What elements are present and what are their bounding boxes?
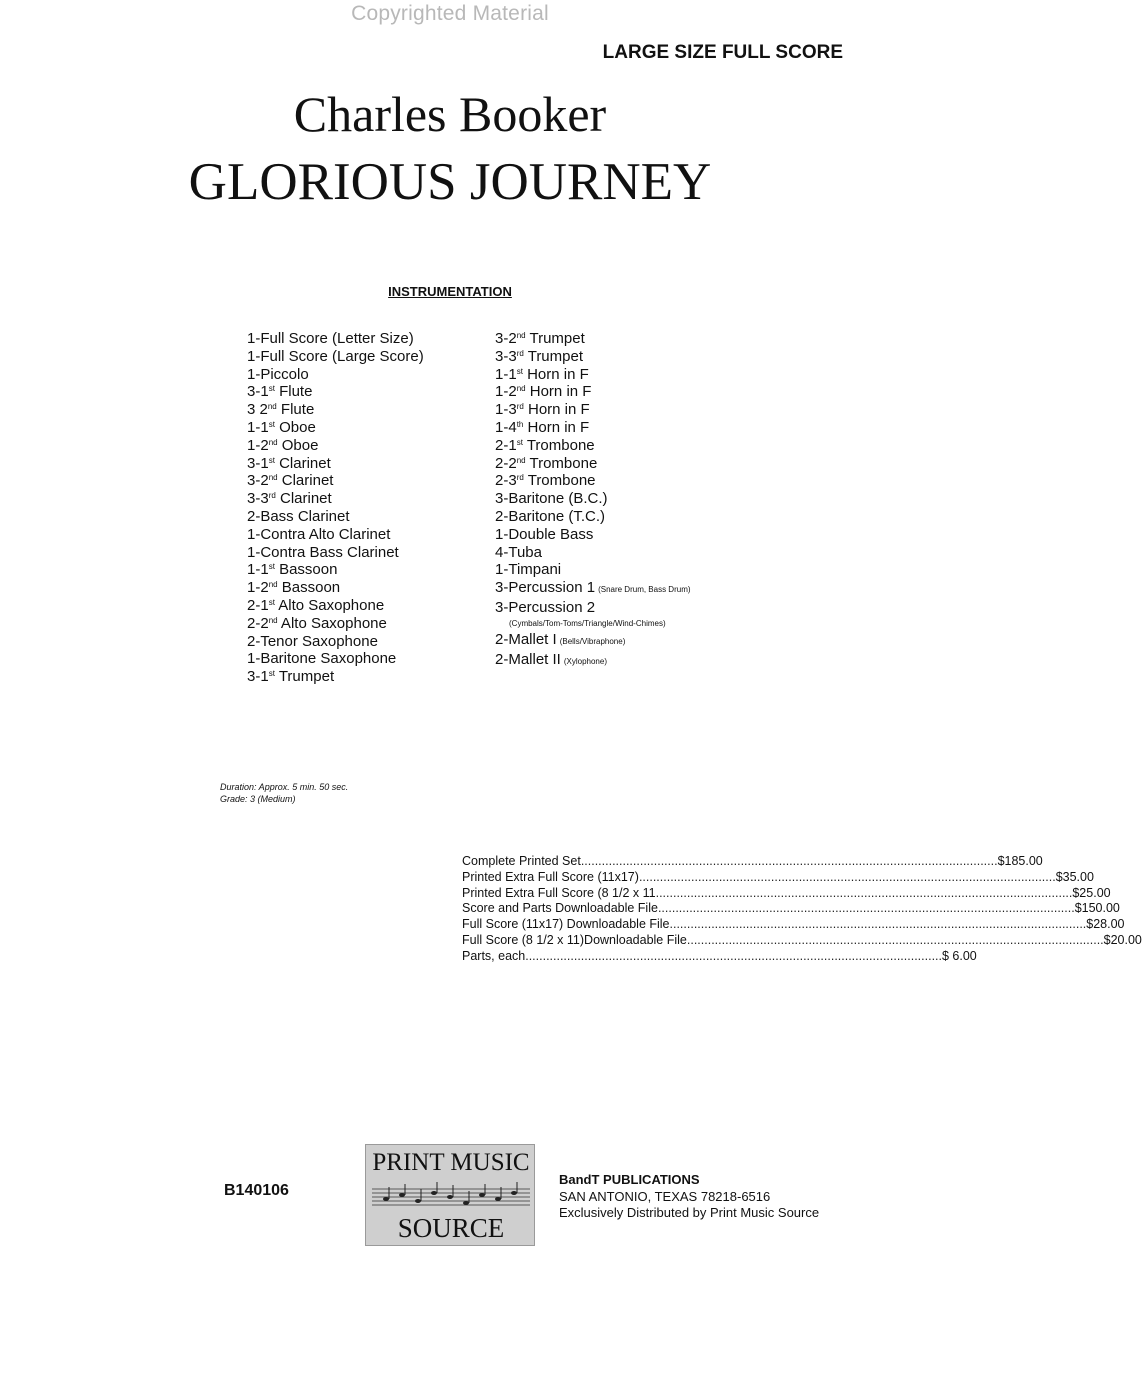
- ordinal-suffix: st: [268, 562, 275, 572]
- instrument-row: [247, 508, 424, 526]
- music-staff-icon: [372, 1181, 530, 1211]
- instrument-count: 3-1: [247, 383, 269, 401]
- price-row: [462, 885, 1111, 902]
- instrument-row: [495, 330, 691, 348]
- instrument-row: [495, 383, 691, 401]
- instrument-row: [495, 508, 691, 526]
- instrument-row: [247, 472, 424, 490]
- instrument-name: Trombone: [525, 454, 598, 472]
- price-label: Printed Extra Full Score (11x17): [462, 869, 639, 884]
- print-music-source-logo: [365, 1144, 535, 1246]
- ordinal-suffix: nd: [516, 331, 526, 340]
- instrument-name: Bassoon: [277, 579, 341, 597]
- instrument-count: 2-Baritone (T.C.): [495, 507, 606, 525]
- ordinal-suffix: nd: [268, 580, 278, 590]
- instrument-name: Oboe: [274, 418, 316, 436]
- instrument-count: 3-Baritone (B.C.): [495, 490, 608, 508]
- instrument-name: Clarinet: [274, 454, 331, 472]
- ordinal-suffix: rd: [268, 491, 276, 501]
- instrument-count: 1-Full Score (Letter Size): [247, 330, 414, 347]
- instrument-count: 3-1: [247, 454, 269, 472]
- instrument-name: Horn in F: [523, 401, 590, 419]
- price-row: [462, 948, 977, 965]
- catalog-number: B140106: [224, 1182, 289, 1199]
- instrument-count: 1-Full Score (Large Score): [247, 347, 424, 365]
- instrument-row: [247, 597, 424, 615]
- duration-text: Duration: Approx. 5 min. 50 sec.: [220, 782, 349, 792]
- instrument-count: 2-Mallet II: [495, 650, 561, 668]
- instrument-row: [495, 472, 691, 490]
- instrument-count: 1-1: [495, 365, 517, 383]
- price-row: [462, 869, 1094, 886]
- instrument-count: 1-Contra Alto Clarinet: [247, 525, 391, 543]
- price-row: [462, 901, 1120, 917]
- instrument-row: [495, 419, 691, 437]
- instrument-name: Oboe: [277, 436, 319, 454]
- instrument-count: 1-2: [495, 383, 517, 401]
- instrument-count: 2-Tenor Saxophone: [247, 632, 378, 650]
- dot-leader: ........................................................................................................................: [525, 948, 942, 963]
- instrument-name: Trombone: [522, 436, 595, 454]
- instrument-count: 3-Percussion 2: [495, 598, 596, 616]
- instrument-row: [247, 615, 424, 633]
- instrument-name: Horn in F: [525, 383, 592, 401]
- ordinal-suffix: st: [268, 419, 275, 429]
- ordinal-suffix: st: [268, 597, 275, 607]
- price-value: $150.00: [1074, 901, 1120, 916]
- instrument-row: [247, 561, 424, 579]
- publisher-city: SAN ANTONIO, TEXAS 78218-6516: [559, 1188, 771, 1204]
- price-value: $20.00: [1103, 932, 1142, 947]
- ordinal-suffix: nd: [268, 615, 278, 625]
- instrument-count: 1-2: [247, 579, 269, 597]
- instrument-count: 2-1: [247, 596, 269, 614]
- grade-text: Grade: 3 (Medium): [220, 794, 296, 804]
- instrument-row: [247, 419, 424, 437]
- instrument-row: [247, 348, 424, 366]
- instrument-row: [495, 599, 691, 617]
- ordinal-suffix: nd: [516, 455, 526, 465]
- instrument-note-line: (Cymbals/Tom-Toms/Triangle/Wind-Chimes): [509, 618, 666, 628]
- instrument-row: [495, 579, 691, 599]
- price-label: Complete Printed Set: [462, 854, 581, 868]
- instrument-count: 1-1: [247, 561, 269, 579]
- price-label: Full Score (8 1/2 x 11)Downloadable File: [462, 932, 687, 947]
- instrument-row: [495, 526, 691, 544]
- instrument-note: (Bells/Vibraphone): [559, 636, 626, 646]
- instrument-name: Flute: [276, 401, 315, 419]
- instrument-name: Trumpet: [274, 668, 335, 686]
- instrument-count: 1-Contra Bass Clarinet: [247, 543, 399, 561]
- instrument-row: [495, 401, 691, 419]
- instrument-count: 3-2: [247, 472, 269, 490]
- instrument-count: 1-2: [247, 436, 269, 454]
- instrument-row: [495, 490, 691, 508]
- ordinal-suffix: st: [516, 366, 523, 376]
- ordinal-suffix: nd: [267, 402, 277, 412]
- dot-leader: ........................................................................................................................: [686, 932, 1104, 947]
- price-value: $28.00: [1086, 917, 1125, 932]
- price-row: [462, 917, 1125, 933]
- logo-bottom-text: SOURCE: [397, 1213, 505, 1243]
- ordinal-suffix: nd: [516, 384, 526, 394]
- instrument-row: [247, 544, 424, 562]
- instrument-row: [247, 455, 424, 473]
- instrument-row: [495, 651, 691, 671]
- price-label: Full Score (11x17) Downloadable File: [462, 917, 670, 932]
- instrument-row: [495, 631, 691, 651]
- price-row: [462, 854, 1043, 870]
- instrument-row: [247, 330, 424, 348]
- score-size-label: LARGE SIZE FULL SCORE: [602, 42, 843, 63]
- instrument-row: [247, 366, 424, 384]
- instrument-row: [247, 526, 424, 544]
- instrument-name: Clarinet: [277, 472, 334, 490]
- price-list: [462, 854, 1142, 965]
- ordinal-suffix: nd: [268, 473, 278, 483]
- price-label: Score and Parts Downloadable File: [462, 901, 658, 916]
- ordinal-suffix: rd: [516, 473, 524, 483]
- instrument-name: Alto Saxophone: [277, 614, 387, 632]
- dot-leader: ........................................................................................................................: [638, 869, 1056, 884]
- instrument-count: 3-3: [495, 347, 517, 365]
- dot-leader: ........................................................................................................................: [655, 885, 1073, 900]
- price-row: [462, 932, 1142, 949]
- instrument-row: [495, 437, 691, 455]
- dot-leader: ........................................................................................................................: [580, 854, 998, 868]
- instrument-count: 1-Baritone Saxophone: [247, 650, 397, 668]
- price-value: $35.00: [1055, 869, 1094, 884]
- instrument-count: 1-Piccolo: [247, 365, 309, 383]
- instrument-row: [247, 650, 424, 668]
- publisher-name: BandT PUBLICATIONS: [559, 1172, 700, 1187]
- price-label: Parts, each: [462, 948, 526, 963]
- instrument-note: (Xylophone): [563, 656, 607, 666]
- instrument-row: [247, 668, 424, 686]
- instrument-name: Trumpet: [523, 347, 583, 365]
- instrument-count: 3-2: [495, 330, 517, 347]
- instrument-count: 2-1: [495, 436, 517, 454]
- instrument-count: 1-4: [495, 418, 517, 436]
- instrument-row: [247, 633, 424, 651]
- publisher-block: [559, 1172, 819, 1222]
- instrumentation-column-1: [247, 330, 424, 686]
- dot-leader: ........................................................................................................................: [669, 917, 1087, 932]
- instrument-count: 3-3: [247, 490, 269, 508]
- ordinal-suffix: rd: [516, 402, 524, 412]
- piece-title: GLORIOUS JOURNEY: [188, 153, 712, 211]
- instrument-count: 1-Double Bass: [495, 525, 594, 543]
- dot-leader: ........................................................................................................................: [657, 901, 1075, 916]
- instrument-count: 1-Timpani: [495, 561, 562, 579]
- instrument-row: [495, 561, 691, 579]
- instrument-count: 2-2: [247, 614, 269, 632]
- instrument-count: 3-1: [247, 668, 269, 686]
- instrument-name: Bassoon: [274, 561, 338, 579]
- price-value: $25.00: [1072, 885, 1111, 900]
- instrument-count: 2-Bass Clarinet: [247, 507, 350, 525]
- composer-name: Charles Booker: [293, 86, 607, 142]
- instrument-row: [495, 366, 691, 384]
- instrument-count: 4-Tuba: [495, 543, 542, 561]
- instrument-row: [247, 437, 424, 455]
- instrument-count: 2-3: [495, 472, 517, 490]
- ordinal-suffix: st: [268, 384, 275, 394]
- logo-top-text: PRINT MUSIC: [372, 1149, 530, 1176]
- instrument-name: Horn in F: [522, 365, 589, 383]
- instrument-row: [247, 579, 424, 597]
- ordinal-suffix: th: [516, 419, 524, 429]
- price-value: $185.00: [997, 854, 1043, 868]
- instrument-note: (Snare Drum, Bass Drum): [598, 585, 691, 595]
- instrument-name: Trumpet: [525, 330, 585, 347]
- instrument-name: Trombone: [523, 472, 596, 490]
- instrument-row: [247, 490, 424, 508]
- instrument-row: [495, 455, 691, 473]
- instrument-name: Clarinet: [275, 490, 332, 508]
- instrument-count: 2-Mallet I: [495, 630, 557, 648]
- instrumentation-heading: INSTRUMENTATION: [388, 284, 512, 299]
- price-value: $ 6.00: [941, 948, 977, 963]
- instrument-name: Alto Saxophone: [274, 596, 385, 614]
- copyright-watermark: Copyrighted Material: [351, 2, 549, 25]
- instrument-name: Horn in F: [523, 418, 590, 436]
- publisher-distribution: Exclusively Distributed by Print Music Source: [559, 1205, 820, 1220]
- piece-info: [220, 781, 348, 805]
- instrument-count: 1-1: [247, 418, 269, 436]
- instrument-row: [247, 401, 424, 419]
- instrument-count: 1-3: [495, 401, 517, 419]
- instrument-row: [495, 348, 691, 366]
- instrument-row: [247, 383, 424, 401]
- ordinal-suffix: st: [516, 437, 523, 447]
- instrument-count: 3 2: [247, 401, 268, 419]
- ordinal-suffix: st: [268, 669, 275, 679]
- instrument-row: [495, 544, 691, 562]
- instrumentation-column-2: [495, 330, 691, 670]
- ordinal-suffix: nd: [268, 437, 278, 447]
- instrument-count: 2-2: [495, 454, 517, 472]
- price-label: Printed Extra Full Score (8 1/2 x 11: [462, 885, 656, 900]
- ordinal-suffix: rd: [516, 348, 524, 358]
- ordinal-suffix: st: [268, 455, 275, 465]
- instrument-count: 3-Percussion 1: [495, 579, 596, 597]
- instrument-name: Flute: [274, 383, 313, 401]
